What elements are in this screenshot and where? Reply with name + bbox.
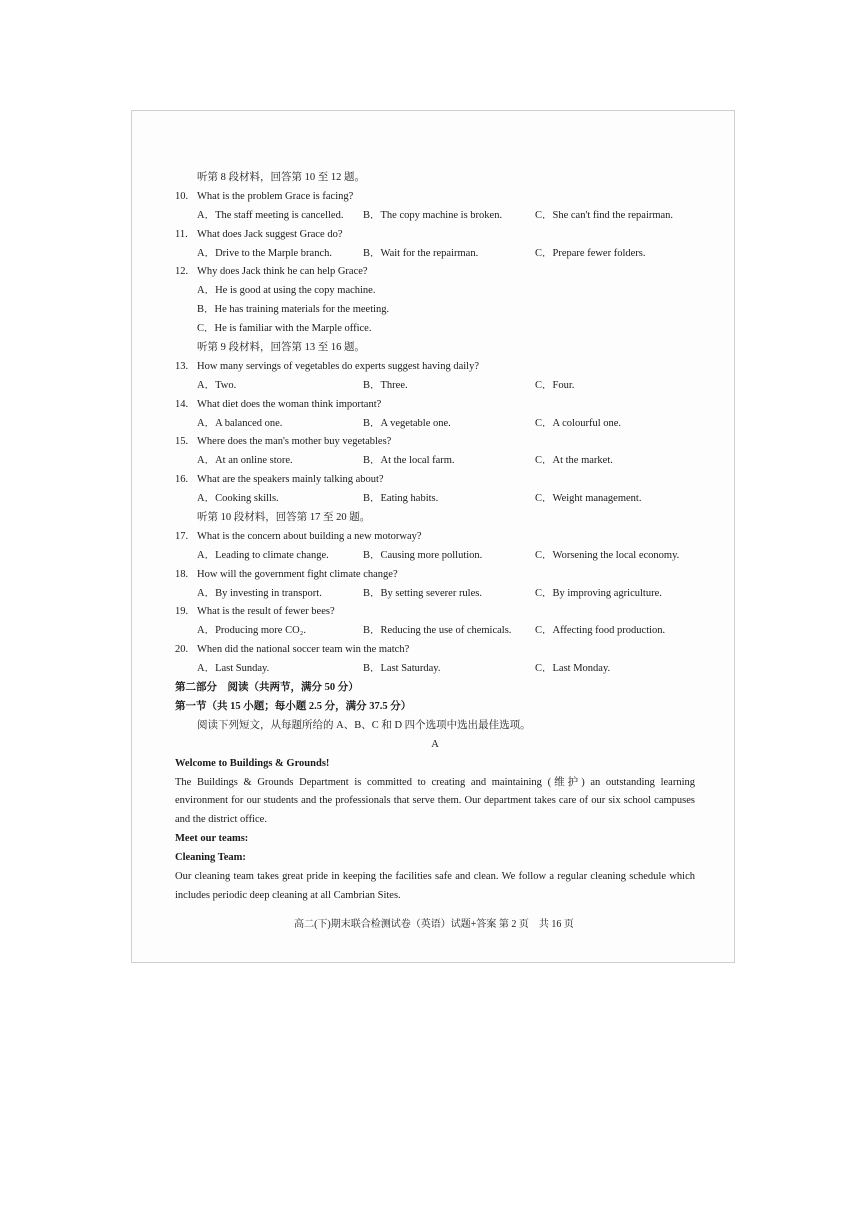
passage-heading: Welcome to Buildings & Grounds! <box>175 757 330 769</box>
option-a: A．The staff meeting is cancelled. <box>197 209 344 221</box>
option-a: A．He is good at using the copy machine. <box>197 285 376 297</box>
options-11 <box>175 245 695 264</box>
option-c: C．At the market. <box>535 455 613 467</box>
options-20 <box>175 660 695 679</box>
option-a: A．At an online store. <box>197 455 293 467</box>
page-content <box>175 169 695 906</box>
question-17: 17. What is the concern about building a new motorway? <box>175 530 422 542</box>
question-20: 20. When did the national soccer team win the match? <box>175 644 410 656</box>
options-10 <box>175 207 695 226</box>
options-18 <box>175 585 695 604</box>
section-intro-8: 听第 8 段材料，回答第 10 至 12 题。 <box>197 172 365 183</box>
option-c: C．A colourful one. <box>535 417 622 429</box>
options-19 <box>175 622 695 641</box>
options-15 <box>175 452 695 471</box>
reading-instruction: 阅读下列短文，从每题所给的 A、B、C 和 D 四个选项中选出最佳选项。 <box>197 719 531 731</box>
section-intro-9: 听第 9 段材料，回答第 13 至 16 题。 <box>197 342 365 354</box>
passage-label: A <box>431 738 439 750</box>
option-c: C．She can't find the repairman. <box>535 209 674 221</box>
option-b: B．Eating habits. <box>363 493 439 505</box>
option-a: A．Last Sunday. <box>197 663 270 675</box>
section-intro-10: 听第 10 段材料，回答第 17 至 20 题。 <box>197 512 371 524</box>
options-16 <box>175 490 695 509</box>
option-c: C．Four. <box>535 379 575 391</box>
option-a: A．Cooking skills. <box>197 493 279 505</box>
option-c: C．Last Monday. <box>535 663 611 675</box>
option-b: B．Three. <box>363 379 408 391</box>
option-b: B．Causing more pollution. <box>363 549 483 561</box>
option-b: B．He has training materials for the meeting. <box>197 304 390 316</box>
option-a: A．Producing more CO₂. <box>197 625 306 637</box>
option-c: C．Affecting food production. <box>535 625 666 637</box>
option-c: C．Prepare fewer folders. <box>535 247 646 259</box>
option-a: A．By investing in transport. <box>197 587 322 599</box>
question-15: 15. Where does the man's mother buy vegetables? <box>175 436 392 448</box>
question-16: 16. What are the speakers mainly talking about? <box>175 474 384 486</box>
page-footer: 高二(下)期末联合检测试卷（英语）试题+答案 第 2 页 共 16 页 <box>294 919 574 930</box>
cleaning-team-heading: Cleaning Team: <box>175 852 246 864</box>
option-b: B．A vegetable one. <box>363 417 451 429</box>
option-c: C．Weight management. <box>535 493 642 505</box>
exam-page <box>131 110 735 963</box>
question-11: 11. What does Jack suggest Grace do? <box>175 228 343 240</box>
options-17 <box>175 547 695 566</box>
question-10: 10. What is the problem Grace is facing? <box>175 190 354 202</box>
passage-paragraph-1: The Buildings & Grounds Department is committed to creating and maintaining (维护) an outstanding learning environment for our students and the professionals that serve them. Our department takes care of our six school campuses and the district office. <box>175 776 695 826</box>
options-14 <box>175 415 695 434</box>
section-title: 第一节（共 15 小题；每小题 2.5 分，满分 37.5 分） <box>175 700 412 712</box>
option-c: C．Worsening the local economy. <box>535 549 680 561</box>
option-b: B．The copy machine is broken. <box>363 209 503 221</box>
option-b: B．Reducing the use of chemicals. <box>363 625 512 637</box>
option-a: A．Two. <box>197 379 237 391</box>
option-c: C．He is familiar with the Marple office. <box>197 323 372 335</box>
option-b: B．At the local farm. <box>363 455 455 467</box>
option-a: A．Leading to climate change. <box>197 549 329 561</box>
meet-teams-heading: Meet our teams: <box>175 833 249 845</box>
option-b: B．Last Saturday. <box>363 663 441 675</box>
option-c: C．By improving agriculture. <box>535 587 662 599</box>
part-title: 第二部分 阅读（共两节，满分 50 分） <box>175 682 359 694</box>
question-14: 14. What diet does the woman think important? <box>175 398 382 410</box>
option-b: B．By setting severer rules. <box>363 587 482 599</box>
question-18: 18. How will the government fight climate change? <box>175 568 398 580</box>
passage-paragraph-2: Our cleaning team takes great pride in keeping the facilities safe and clean. We follow a regular cleaning schedule which includes periodic deep cleaning at all Cambrian Sites. <box>175 871 695 901</box>
option-b: B．Wait for the repairman. <box>363 247 479 259</box>
options-13 <box>175 377 695 396</box>
option-a: A．Drive to the Marple branch. <box>197 247 332 259</box>
question-13: 13. How many servings of vegetables do experts suggest having daily? <box>175 360 479 372</box>
question-19: 19. What is the result of fewer bees? <box>175 606 335 618</box>
option-a: A．A balanced one. <box>197 417 283 429</box>
question-12: 12. Why does Jack think he can help Grace? <box>175 266 368 278</box>
